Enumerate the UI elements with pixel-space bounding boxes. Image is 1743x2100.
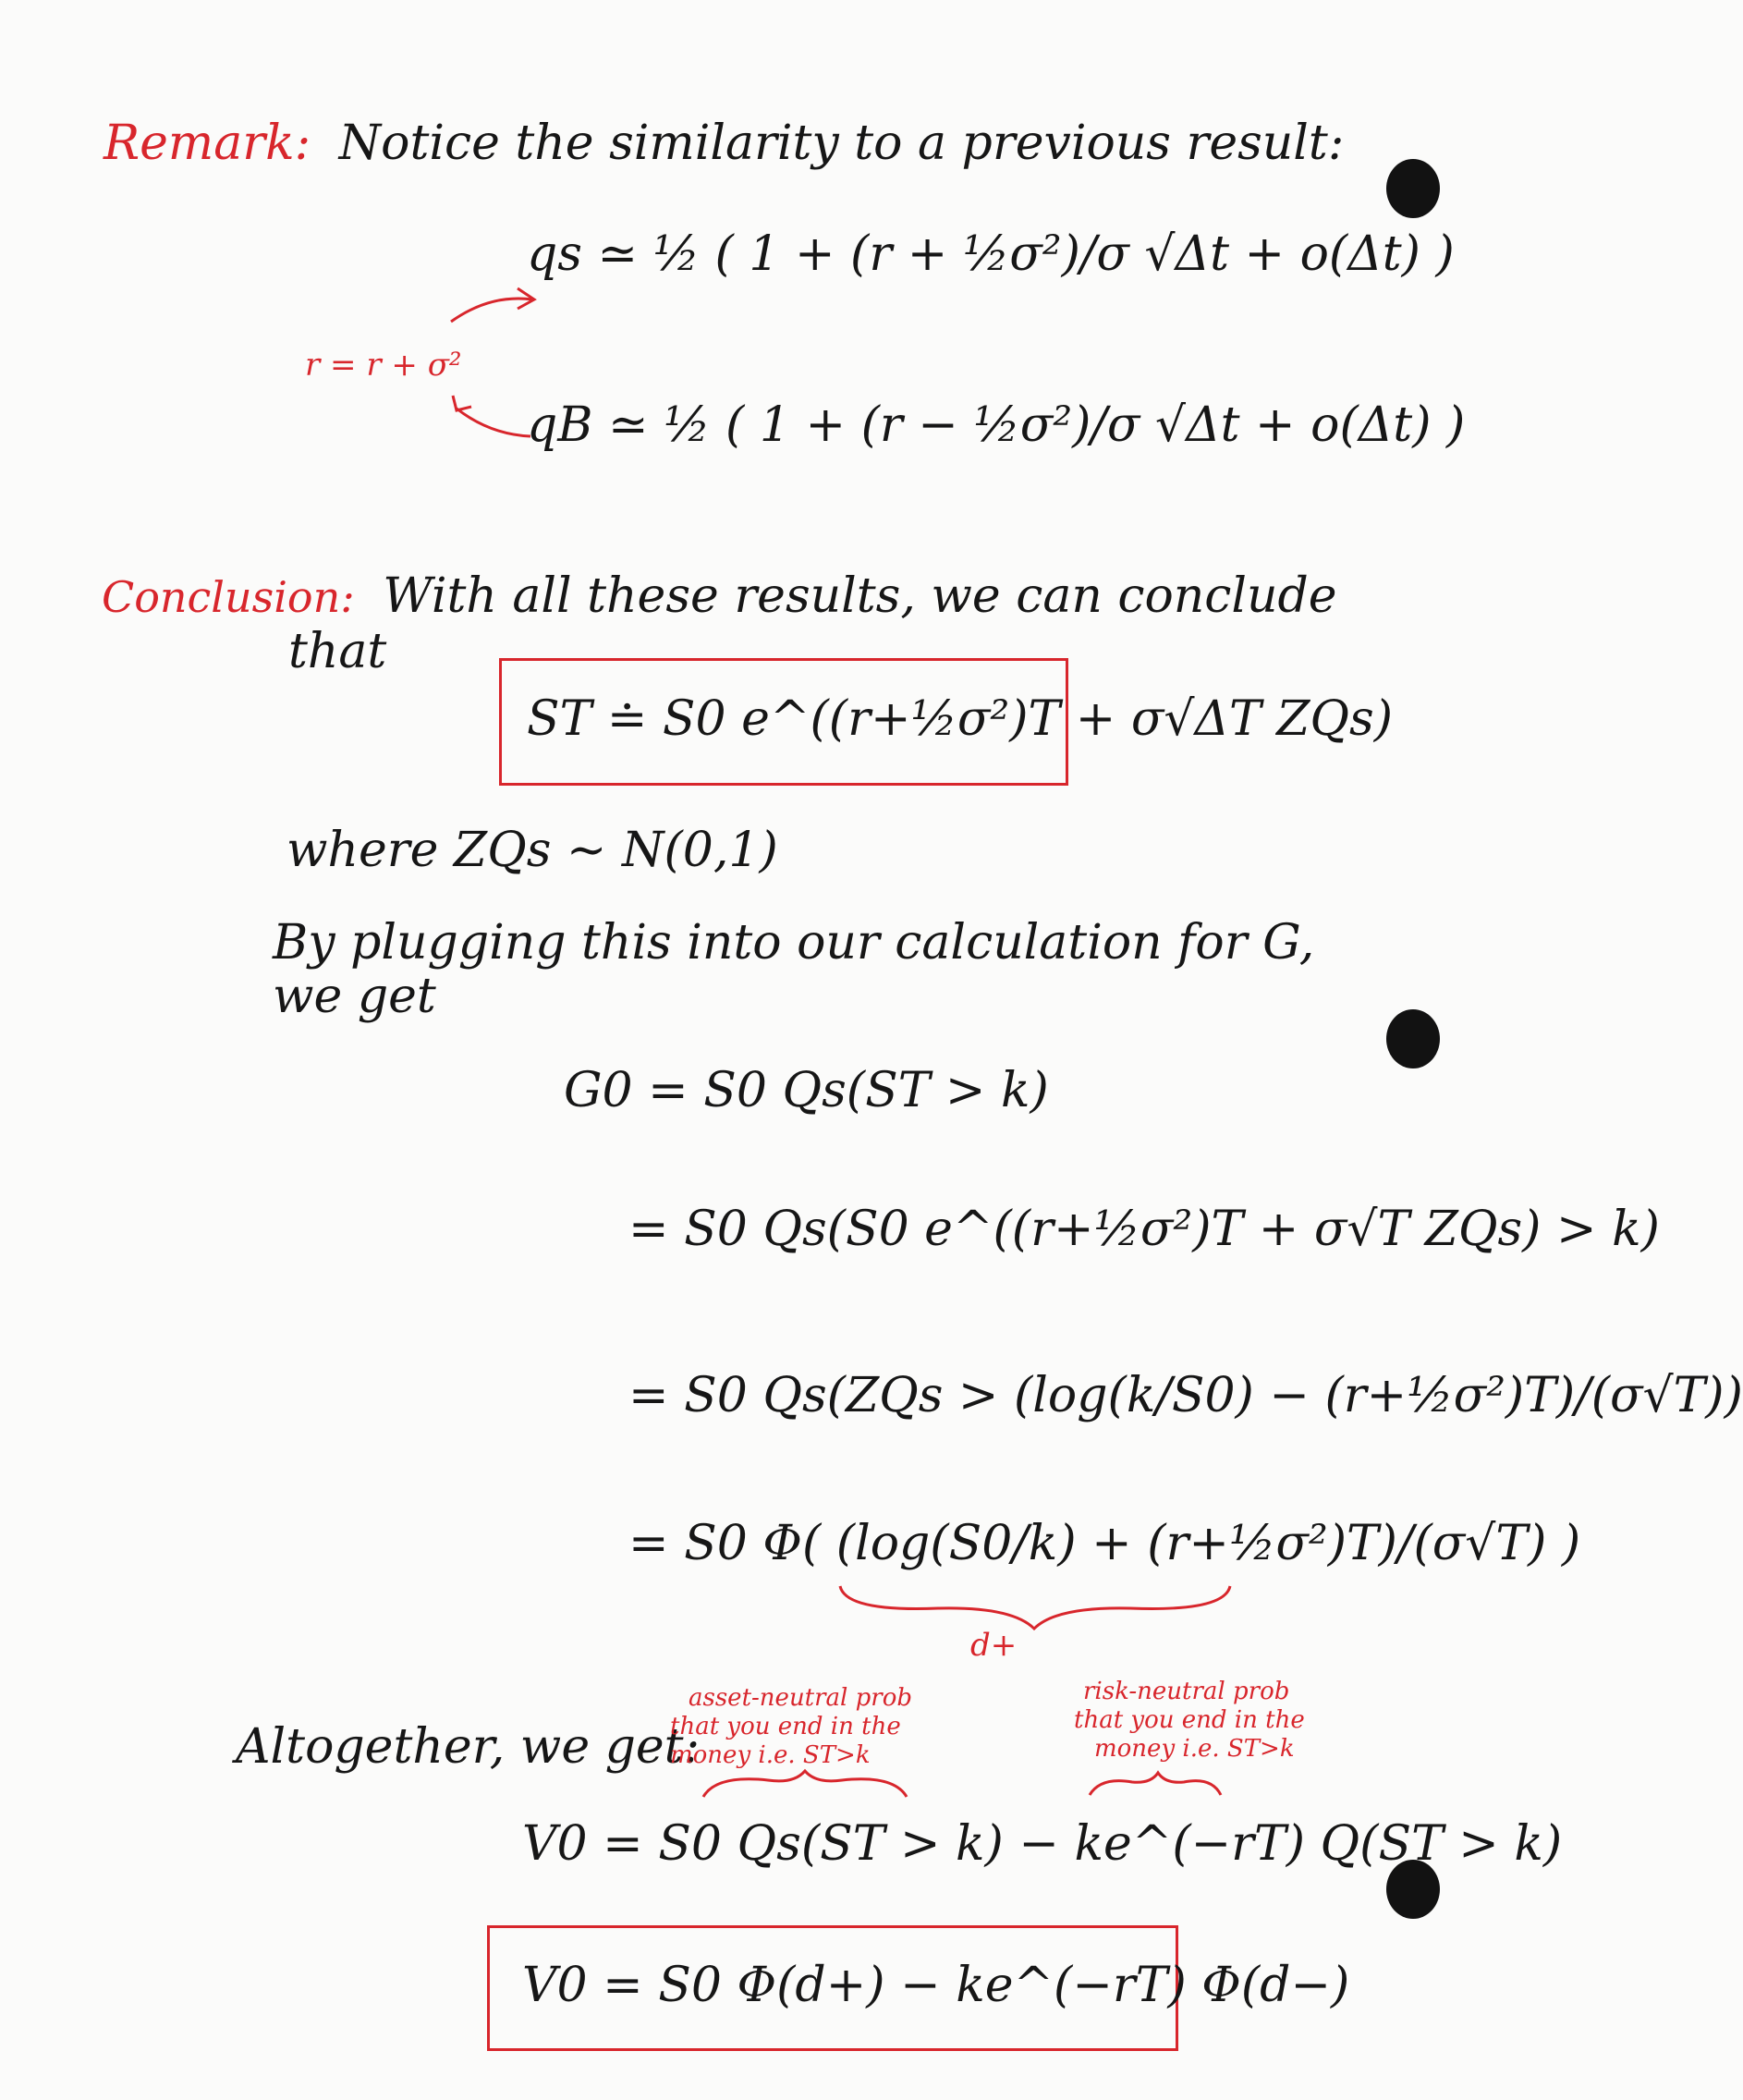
qb-formula <box>527 397 1465 453</box>
conclusion-text-line2: that <box>288 624 387 679</box>
derivation-line-3: = S0 Qs(ZQs > (log(k/S0) − (r+½σ²)T)/(σ√T)) <box>628 1368 1743 1423</box>
where-line: where ZQs ∼ N(0,1) <box>286 823 778 878</box>
final-result: V0 = S0 Φ(d+) − ke^(−rT) Φ(d−) <box>522 1958 1350 2013</box>
plugging-line1: By plugging this into our calculation for G, <box>273 915 1315 971</box>
remark-line <box>104 116 1344 171</box>
derivation-line-2: = S0 Qs(S0 e^((r+½σ²)T + σ√T ZQs) > k) <box>628 1202 1660 1257</box>
qb-formula-text: qB ≃ ½ ( 1 + (r − ½σ²)/σ √Δt + o(Δt) ) <box>527 397 1466 453</box>
asset-neutral-note <box>670 1684 912 1770</box>
binder-hole-top <box>1386 159 1440 218</box>
conclusion-line <box>102 568 1337 624</box>
risk-note-line2: that you end in the <box>1074 1706 1305 1734</box>
plugging-line2: we get <box>273 969 436 1024</box>
asset-note-line1: asset-neutral prob <box>689 1684 913 1712</box>
note-braces <box>698 1767 1252 1804</box>
conclusion-text-line1: With all these results, we can conclude <box>383 568 1337 624</box>
derivation-line-1: G0 = S0 Qs(ST > k) <box>564 1063 1049 1118</box>
risk-note-line3: money i.e. ST>k <box>1094 1735 1295 1763</box>
brace-label: d+ <box>970 1627 1018 1664</box>
remark-text: Notice the similarity to a previous result: <box>338 116 1345 171</box>
price-formula: V0 = S0 Qs(ST > k) − ke^(−rT) Q(ST > k) <box>522 1816 1563 1872</box>
risk-neutral-note <box>1074 1678 1305 1764</box>
qs-formula-text: qs ≃ ½ ( 1 + (r + ½σ²)/σ √Δt + o(Δt) ) <box>527 226 1455 282</box>
asset-note-line3: money i.e. ST>k <box>670 1741 871 1769</box>
boxed-result: ST ≐ S0 e^((r+½σ²)T + σ√ΔT ZQs) <box>527 691 1393 747</box>
risk-note-line1: risk-neutral prob <box>1083 1678 1290 1705</box>
remark-label: Remark: <box>104 116 311 171</box>
qs-formula <box>527 226 1455 282</box>
substitution-note: r = r + σ² <box>305 347 462 384</box>
asset-note-line2: that you end in the <box>670 1713 901 1740</box>
d-plus-brace <box>836 1581 1234 1636</box>
derivation-line-4: = S0 Φ( (log(S0/k) + (r+½σ²)T)/(σ√T) ) <box>628 1516 1581 1571</box>
binder-hole-middle <box>1386 1009 1440 1068</box>
conclusion-label: Conclusion: <box>102 572 355 622</box>
altogether-text: Altogether, we get: <box>236 1719 701 1775</box>
